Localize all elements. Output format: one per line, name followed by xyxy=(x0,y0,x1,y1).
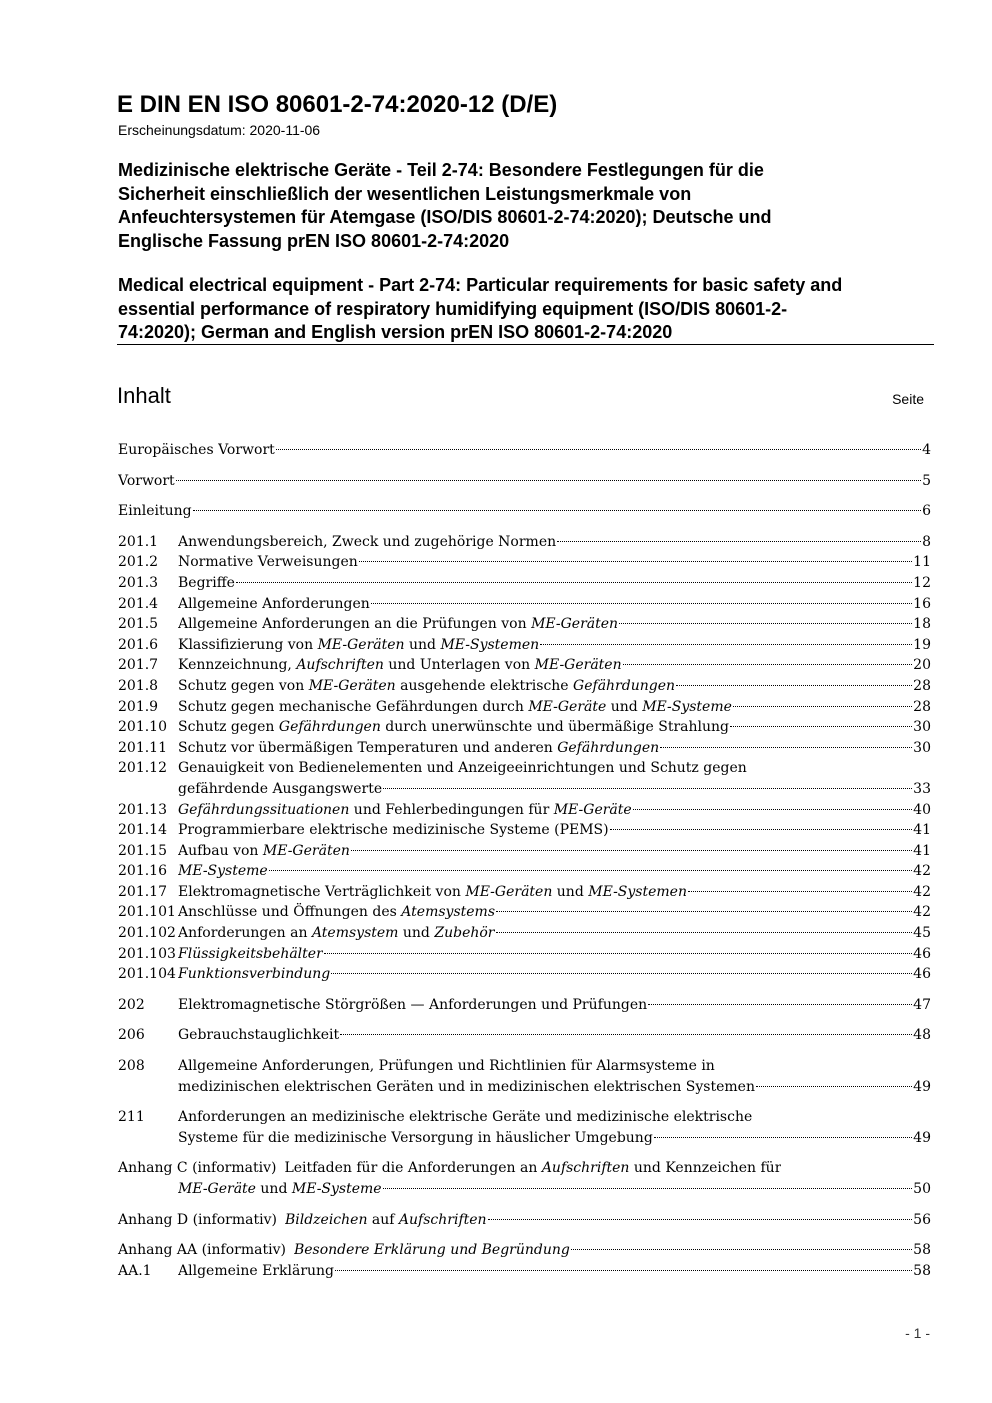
toc-entry[interactable] xyxy=(118,1210,931,1231)
toc-dot-leader xyxy=(571,1249,912,1250)
toc-dot-leader xyxy=(623,664,913,665)
toc-entry-text-run: Allgemeine Anforderungen an die Prüfungen von xyxy=(178,616,532,633)
title-german-line: Anfeuchtersystemen für Atemgase (ISO/DIS 80601-2-74:2020); Deutsche und xyxy=(118,207,772,227)
toc-entry-text-run: Elektromagnetische Störgrößen — Anforderungen und Prüfungen xyxy=(178,996,648,1013)
toc-entry[interactable] xyxy=(118,1261,931,1282)
toc-entry-text-run: Einleitung xyxy=(118,503,192,520)
toc-entry-page: 4 xyxy=(922,442,931,458)
toc-entry-line xyxy=(118,820,931,841)
toc-entry-text-run: Schutz vor übermäßigen Temperaturen und anderen xyxy=(178,739,558,756)
toc-entry-line xyxy=(118,655,931,676)
toc-entry-title xyxy=(178,532,556,553)
toc-entry-text-run: Flüssigkeitsbehälter xyxy=(178,945,323,962)
toc-entry-text-run: ME-Geräten xyxy=(308,677,396,694)
toc-entry-text-run: Gefährdungen xyxy=(278,719,381,736)
toc-entry-number: 201.7 xyxy=(118,657,159,674)
toc-entry[interactable] xyxy=(118,1240,931,1261)
toc-entry[interactable] xyxy=(118,676,931,697)
toc-entry-text-run: ME-Systemen xyxy=(440,636,540,653)
toc-entry-title xyxy=(294,1240,570,1261)
toc-entry-text-run: Aufschriften xyxy=(398,1211,487,1228)
title-english-line: 74:2020); German and English version prEN ISO 80601-2-74:2020 xyxy=(118,322,673,342)
toc-entry-number: 201.102 xyxy=(118,925,176,942)
toc-entry-line xyxy=(118,552,931,573)
toc-entry-text-run: Allgemeine Anforderungen xyxy=(178,595,370,612)
toc-entry-line xyxy=(118,861,931,882)
toc-entry-line xyxy=(118,573,931,594)
toc-entry[interactable] xyxy=(118,1025,931,1046)
toc-entry-text-run: Systeme für die medizinische Versorgung in häuslicher Umgebung xyxy=(178,1129,653,1146)
toc-entry-line xyxy=(118,902,931,923)
toc-entry-line xyxy=(118,882,931,903)
toc-entry[interactable] xyxy=(118,501,931,522)
toc-entry-line xyxy=(118,1179,931,1200)
toc-entry[interactable] xyxy=(118,944,931,965)
toc-entry-text-run: medizinischen elektrischen Geräten und in medizinischen elektrischen Systemen xyxy=(178,1078,755,1095)
publication-date: Erscheinungsdatum: 2020-11-06 xyxy=(118,122,321,138)
toc-entry-text-run: Programmierbare elektrische medizinische Systeme (PEMS) xyxy=(178,822,609,839)
title-german-line: Sicherheit einschließlich der wesentlichen Leistungsmerkmale von xyxy=(118,183,692,204)
page-number: - 1 - xyxy=(905,1325,930,1341)
toc-entry-title xyxy=(178,944,323,965)
toc-entry-number: 201.3 xyxy=(118,574,159,591)
toc-entry-line xyxy=(118,758,931,779)
toc-entry-title xyxy=(178,717,729,738)
toc-entry-page: 50 xyxy=(913,1181,931,1197)
toc-entry-page: 49 xyxy=(913,1129,931,1146)
toc-entry-line xyxy=(118,501,931,522)
toc-entry-text-run: gefährdende Ausgangswerte xyxy=(178,780,383,797)
toc-entry-title xyxy=(118,501,192,522)
toc-entry-text-run: ME-Systeme xyxy=(178,863,268,880)
document-id: E DIN EN ISO 80601-2-74:2020-12 (D/E) xyxy=(117,91,558,118)
toc-entry[interactable] xyxy=(118,1158,931,1199)
toc-entry-number: 201.16 xyxy=(118,863,167,880)
toc-entry[interactable] xyxy=(118,758,931,799)
toc-entry-line xyxy=(118,995,931,1016)
toc-entry-number: 208 xyxy=(118,1058,145,1075)
toc-dot-leader xyxy=(176,480,921,481)
toc-entry-page: 42 xyxy=(913,863,931,880)
toc-entry-title-continued xyxy=(178,779,382,800)
toc-annex-label: Anhang AA (informativ) xyxy=(118,1242,286,1259)
toc-entry-title xyxy=(285,1210,487,1231)
toc-dot-leader xyxy=(383,788,912,789)
toc-entry-text-run: Vorwort xyxy=(118,472,175,489)
toc-entry-title xyxy=(178,882,687,903)
toc-entry-page: 30 xyxy=(913,739,931,756)
toc-entry-number: 201.2 xyxy=(118,554,159,571)
toc-entry-title xyxy=(284,1158,781,1179)
title-german-line: Medizinische elektrische Geräte - Teil 2-74: Besondere Festlegungen für die xyxy=(118,160,764,180)
toc-entry-text-run: Gefährdungssituationen xyxy=(178,801,350,818)
toc-dot-leader xyxy=(676,685,912,686)
toc-entry-number: 201.12 xyxy=(118,760,167,777)
toc-entry-page: 58 xyxy=(913,1262,931,1279)
toc-entry-title xyxy=(178,738,659,759)
toc-entry-page: 46 xyxy=(913,966,931,983)
toc-entry-number: 201.5 xyxy=(118,616,159,633)
toc-entry-page: 18 xyxy=(913,616,931,633)
toc-entry-page: 28 xyxy=(913,677,931,694)
toc-entry-title xyxy=(178,1025,339,1046)
toc-entry-line xyxy=(118,964,931,985)
toc-entry-text-run: und xyxy=(404,636,441,653)
toc-page-column-label: Seite xyxy=(892,391,924,407)
toc-entry-text-run: und xyxy=(606,698,643,715)
toc-entry-text-run: Anwendungsbereich, Zweck und zugehörige Normen xyxy=(178,533,557,550)
toc-entry[interactable] xyxy=(118,861,931,882)
toc-entry[interactable] xyxy=(118,697,931,718)
toc-entry-title xyxy=(178,1056,715,1077)
toc-entry-title xyxy=(178,573,235,594)
toc-entry-page: 20 xyxy=(913,657,931,674)
toc-entry[interactable] xyxy=(118,1107,931,1148)
toc-entry-number: 201.101 xyxy=(118,904,176,921)
toc-entry-text-run: ME-Geräten xyxy=(465,883,553,900)
toc-entry[interactable] xyxy=(118,841,931,862)
toc-entry-title-continued xyxy=(178,1179,382,1200)
toc-entry-page: 42 xyxy=(913,904,931,921)
toc-entry[interactable] xyxy=(118,902,931,923)
toc-dot-leader xyxy=(371,603,912,604)
toc-entry-text-run: Klassifizierung von xyxy=(178,636,318,653)
toc-dot-leader xyxy=(633,809,912,810)
toc-entry-number: 201.8 xyxy=(118,677,159,694)
toc-entry-page: 40 xyxy=(913,801,931,818)
title-german xyxy=(118,159,933,253)
toc-entry-text-run: Kennzeichnung, xyxy=(178,657,297,674)
toc-entry-text-run: Elektromagnetische Verträglichkeit von xyxy=(178,883,466,900)
toc-entry-line xyxy=(118,1077,931,1098)
toc-entry-line xyxy=(118,697,931,718)
toc-entry-page: 16 xyxy=(913,595,931,612)
toc-entry-title xyxy=(178,758,747,779)
toc-entry-page: 46 xyxy=(913,945,931,962)
toc-entry-number: 201.10 xyxy=(118,719,167,736)
toc-entry-text-run: ME-Geräten xyxy=(531,616,619,633)
toc-entry-text-run: ME-Geräten xyxy=(317,636,405,653)
toc-entry-line xyxy=(118,471,931,492)
toc-entry-page: 19 xyxy=(913,636,931,653)
toc-entry-text-run: Europäisches Vorwort xyxy=(118,442,275,458)
toc-entry-number: 201.13 xyxy=(118,801,167,818)
toc-entry-number: 201.14 xyxy=(118,822,167,839)
toc-dot-leader xyxy=(496,911,912,912)
toc-entry-line xyxy=(118,1025,931,1046)
toc-entry[interactable] xyxy=(118,655,931,676)
toc-entry-text-run: ME-Geräten xyxy=(534,657,622,674)
toc-entry-title xyxy=(178,861,268,882)
toc-entry-text-run: Gefährdungen xyxy=(573,677,676,694)
toc-entry[interactable] xyxy=(118,882,931,903)
toc-entry-title xyxy=(118,471,175,492)
toc-entry-page: 33 xyxy=(913,780,931,797)
toc-annex-label: Anhang D (informativ) xyxy=(118,1211,277,1228)
toc-entry-page: 28 xyxy=(913,698,931,715)
toc-dot-leader xyxy=(730,726,912,727)
toc-entry[interactable] xyxy=(118,594,931,615)
toc-entry-page: 8 xyxy=(922,533,931,550)
toc-dot-leader xyxy=(756,1086,912,1087)
toc-entry-text-run: Schutz gegen von xyxy=(178,677,309,694)
toc-entry-text-run: auf xyxy=(367,1211,399,1228)
toc-entry-page: 45 xyxy=(913,925,931,942)
toc-entry-title xyxy=(178,676,675,697)
toc-entry-title xyxy=(178,697,732,718)
toc-entry-number: 211 xyxy=(118,1109,145,1126)
title-german-line: Englische Fassung prEN ISO 80601-2-74:2020 xyxy=(118,230,510,251)
toc-entry-page: 6 xyxy=(922,503,931,520)
title-english-line: essential performance of respiratory humidifying equipment (ISO/DIS 80601-2- xyxy=(118,298,788,319)
toc-entry[interactable] xyxy=(118,820,931,841)
toc-entry-text-run: Bildzeichen xyxy=(284,1211,368,1228)
toc-dot-leader xyxy=(236,582,912,583)
toc-dot-leader xyxy=(488,1219,913,1220)
toc-dot-leader xyxy=(648,1004,912,1005)
toc-entry-line xyxy=(118,676,931,697)
toc-dot-leader xyxy=(688,891,912,892)
toc-dot-leader xyxy=(383,1188,913,1189)
toc-entry-text-run: Anschlüsse und Öffnungen des xyxy=(178,904,402,921)
toc-entry-number: 206 xyxy=(118,1027,145,1044)
toc-entry-text-run: ausgehende elektrische xyxy=(395,677,574,694)
toc-entry[interactable] xyxy=(118,1056,931,1097)
toc-dot-leader xyxy=(540,644,912,645)
toc-entry[interactable] xyxy=(118,738,931,759)
toc-entry-text-run: Funktionsverbindung xyxy=(178,966,331,983)
toc-entry-line xyxy=(118,614,931,635)
toc-entry-line xyxy=(118,532,931,553)
toc-entry-text-run: ME-Systemen xyxy=(588,883,687,900)
toc-entry-title xyxy=(178,635,539,656)
toc-entry-text-run: Aufschriften xyxy=(296,657,384,674)
toc-entry-line xyxy=(118,738,931,759)
toc-dot-leader xyxy=(331,973,912,974)
toc-entry-line xyxy=(118,779,931,800)
title-divider xyxy=(117,344,934,345)
toc-entry-title xyxy=(178,995,647,1016)
toc-entry[interactable] xyxy=(118,964,931,985)
toc-entry-title xyxy=(178,964,330,985)
toc-entry[interactable] xyxy=(118,800,931,821)
toc-entry-page: 41 xyxy=(913,822,931,839)
toc-entry-number: 201.1 xyxy=(118,533,159,550)
toc-dot-leader xyxy=(324,953,912,954)
toc-entry[interactable] xyxy=(118,635,931,656)
toc-dot-leader xyxy=(660,747,912,748)
toc-dot-leader xyxy=(269,870,912,871)
toc-entry[interactable] xyxy=(118,440,931,461)
toc-entry-title xyxy=(178,614,618,635)
toc-entry-text-run: und Fehlerbedingungen für xyxy=(349,801,554,818)
toc-entry-line xyxy=(118,1261,931,1282)
toc-entry-text-run: durch unerwünschte und übermäßige Strahlung xyxy=(380,719,730,736)
toc-entry-title xyxy=(178,594,370,615)
toc-entry-page: 12 xyxy=(913,574,931,591)
toc-entry-number: 201.17 xyxy=(118,883,167,900)
toc-entry-text-run: ME-Geräte xyxy=(528,698,607,715)
toc-dot-leader xyxy=(610,829,913,830)
toc-dot-leader xyxy=(359,561,912,562)
toc-entry-number: 201.4 xyxy=(118,595,159,612)
toc-entry-text-run: Atemsystems xyxy=(401,904,495,921)
toc-entry-title xyxy=(178,1261,334,1282)
toc-entry[interactable] xyxy=(118,471,931,492)
toc-dot-leader xyxy=(340,1034,912,1035)
toc-entry-line xyxy=(118,1128,931,1149)
toc-entry-text-run: und xyxy=(255,1181,292,1197)
toc-entry-title-continued xyxy=(178,1128,653,1149)
toc-entry-text-run: Normative Verweisungen xyxy=(178,554,358,571)
toc-entry-title-continued xyxy=(178,1077,755,1098)
toc-entry-number: 201.9 xyxy=(118,698,159,715)
toc-entry-text-run: Aufbau von xyxy=(178,842,263,859)
toc-entry-page: 56 xyxy=(913,1211,931,1228)
toc-entry-line xyxy=(118,635,931,656)
toc-dot-leader xyxy=(654,1137,912,1138)
toc-entry-page: 49 xyxy=(913,1078,931,1095)
toc-entry-title xyxy=(178,923,495,944)
toc-entry-line xyxy=(118,841,931,862)
toc-entry-text-run: und Unterlagen von xyxy=(383,657,535,674)
toc-entry-line xyxy=(118,1210,931,1231)
toc-entry-text-run: Besondere Erklärung und Begründung xyxy=(293,1242,570,1259)
title-english xyxy=(118,274,933,345)
toc-entry-text-run: Allgemeine Erklärung xyxy=(178,1262,335,1279)
toc-dot-leader xyxy=(619,623,912,624)
toc-entry-text-run: Anforderungen an medizinische elektrische Geräte und medizinische elektrische xyxy=(178,1109,753,1126)
toc-entry-number: 201.6 xyxy=(118,636,159,653)
toc-entry-text-run: Allgemeine Anforderungen, Prüfungen und Richtlinien für Alarmsysteme in xyxy=(178,1058,715,1075)
toc-entry-text-run: Genauigkeit von Bedienelementen und Anzeigeeinrichtungen und Schutz gegen xyxy=(178,760,747,777)
toc-entry-text-run: ME-Systeme xyxy=(291,1181,382,1197)
toc-entry-title xyxy=(178,1107,752,1128)
toc-entry-line xyxy=(118,1107,931,1128)
toc-entry-page: 11 xyxy=(913,554,931,571)
toc-dot-leader xyxy=(733,706,912,707)
toc-dot-leader xyxy=(351,850,912,851)
toc-dot-leader xyxy=(496,932,913,933)
toc-entry-title xyxy=(178,800,632,821)
toc-entry-text-run: ME-Geräte xyxy=(178,1181,256,1197)
toc-entry-title xyxy=(178,902,495,923)
toc-entry-line xyxy=(118,923,931,944)
toc-entry-number: 201.104 xyxy=(118,966,176,983)
toc-entry-text-run: ME-Geräte xyxy=(553,801,632,818)
toc-entry-text-run: Atemsystem xyxy=(311,925,399,942)
toc-heading: Inhalt xyxy=(117,383,171,408)
toc-entry-title xyxy=(118,440,275,461)
toc-entry-title xyxy=(178,841,350,862)
toc-entry-line xyxy=(118,717,931,738)
toc-entry-text-run: Schutz gegen mechanische Gefährdungen durch xyxy=(178,698,529,715)
toc-entry-text-run: und xyxy=(398,925,435,942)
toc-dot-leader xyxy=(193,510,922,511)
toc-entry-page: 30 xyxy=(913,719,931,736)
toc-entry-number: 201.103 xyxy=(118,945,176,962)
toc-entry[interactable] xyxy=(118,532,931,553)
toc-entry-page: 42 xyxy=(913,883,931,900)
toc-entry-page: 58 xyxy=(913,1242,931,1259)
toc-entry-text-run: und Kennzeichen für xyxy=(629,1160,782,1177)
toc-entry[interactable] xyxy=(118,717,931,738)
toc-entry-text-run: Begriffe xyxy=(178,574,235,591)
toc-entry-page: 41 xyxy=(913,842,931,859)
toc-entry-text-run: Leitfaden für die Anforderungen an xyxy=(284,1160,542,1177)
toc-entry[interactable] xyxy=(118,614,931,635)
toc-dot-leader xyxy=(276,449,921,450)
toc-entry-line xyxy=(118,594,931,615)
toc-entry-number: AA.1 xyxy=(118,1262,152,1279)
toc-entry-title xyxy=(178,552,358,573)
toc-entry-text-run: Anforderungen an xyxy=(178,925,312,942)
toc-entry-line xyxy=(118,1056,931,1077)
toc-dot-leader xyxy=(335,1270,912,1271)
toc-entry-page: 48 xyxy=(913,1027,931,1044)
toc-entry-page: 5 xyxy=(922,472,931,489)
toc-entry-line xyxy=(118,1240,931,1261)
toc-entry-text-run: Gefährdungen xyxy=(557,739,660,756)
toc-entry-text-run: Gebrauchstauglichkeit xyxy=(178,1027,340,1044)
toc-annex-label: Anhang C (informativ) xyxy=(118,1160,277,1177)
table-of-contents xyxy=(118,440,931,1281)
toc-entry-line xyxy=(118,944,931,965)
toc-entry-number: 201.15 xyxy=(118,842,167,859)
toc-entry-title xyxy=(178,655,622,676)
toc-entry-text-run: ME-Systeme xyxy=(642,698,732,715)
toc-entry-text-run: Schutz gegen xyxy=(178,719,279,736)
toc-entry-page: 47 xyxy=(913,996,931,1013)
toc-entry-line xyxy=(118,1158,931,1179)
toc-entry-title xyxy=(178,820,609,841)
toc-entry-number: 202 xyxy=(118,996,145,1013)
toc-entry-line xyxy=(118,440,931,461)
toc-entry[interactable] xyxy=(118,552,931,573)
toc-entry-number: 201.11 xyxy=(118,739,167,756)
title-english-line: Medical electrical equipment - Part 2-74: Particular requirements for basic safety and xyxy=(118,275,843,295)
toc-entry-text-run: ME-Geräten xyxy=(262,842,350,859)
toc-entry-line xyxy=(118,800,931,821)
toc-entry-text-run: Aufschriften xyxy=(541,1160,630,1177)
toc-entry-text-run: und xyxy=(552,883,589,900)
toc-entry[interactable] xyxy=(118,573,931,594)
toc-dot-leader xyxy=(557,541,921,542)
toc-entry[interactable] xyxy=(118,923,931,944)
toc-entry-text-run: Zubehör xyxy=(434,925,495,942)
toc-entry[interactable] xyxy=(118,995,931,1016)
